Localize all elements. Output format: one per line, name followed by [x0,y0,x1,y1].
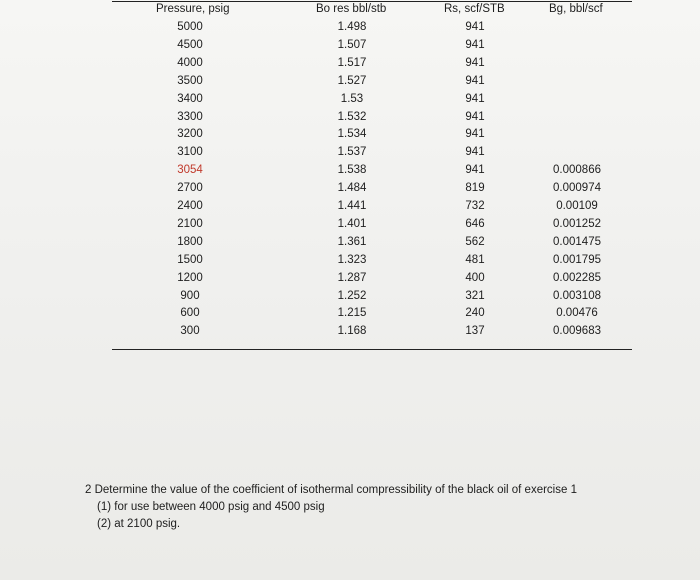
table-row [112,57,632,75]
header-bo-text: Bo res bbl/stb [316,3,387,15]
header-bg: Bg, bbl/scf [549,3,603,15]
table-row [112,325,632,343]
cell-pressure: 3100 [177,146,203,159]
table-row [112,182,632,200]
cell-pressure: 3054 [177,164,203,177]
cell-bg: 0.002285 [553,271,601,284]
cell-rs: 941 [465,110,485,123]
cell-bo: 1.215 [337,307,367,320]
cell-bg: 0.001475 [553,235,601,248]
cell-rs: 321 [465,289,485,302]
table-row [112,254,632,272]
header-rs: Rs, scf/STB [444,3,505,15]
cell-pressure: 2400 [177,200,203,212]
table-row [112,307,632,325]
cell-rs: 941 [465,128,485,141]
cell-pressure: 3200 [177,128,203,141]
cell-rs: 941 [465,74,485,87]
cell-pressure: 2100 [177,217,203,230]
table-row [112,93,632,111]
cell-pressure: 3300 [177,110,203,123]
cell-rs: 941 [465,164,485,177]
table-row [112,272,632,290]
cell-pressure: 600 [180,307,200,320]
cell-rs: 646 [465,217,485,230]
cell-rs: 941 [465,56,485,69]
cell-rs: 732 [465,200,485,212]
cell-bg: 0.001252 [553,217,601,230]
cell-pressure: 1500 [177,253,203,266]
cell-bo: 1.498 [337,21,367,33]
cell-rs: 562 [465,235,485,248]
cell-bo: 1.287 [337,271,367,284]
question-block [85,482,577,533]
cell-rs: 240 [465,307,485,320]
cell-bo: 1.538 [337,164,367,177]
table-row [112,290,632,308]
cell-bg: 0.009683 [553,325,601,338]
cell-bo: 1.532 [337,110,367,123]
cell-rs: 941 [465,38,485,51]
cell-bo: 1.168 [337,325,367,338]
question-text: 2 Determine the value of the coefficient of isothermal compressibility of the black oil of exercise 1 [85,484,577,496]
cell-bg: 0.00476 [556,307,598,320]
table-top-rule [112,1,632,2]
cell-pressure: 1200 [177,271,203,284]
table-row [112,75,632,93]
cell-bo: 1.507 [337,38,367,51]
cell-bo: 1.484 [337,182,367,195]
table-row [112,200,632,218]
cell-bo: 1.361 [337,235,367,248]
question-part-2: (2) at 2100 psig. [97,518,181,530]
cell-bg: 0.003108 [553,289,601,302]
table-bottom-rule [112,349,632,350]
cell-bo: 1.323 [337,253,367,266]
cell-pressure: 4500 [177,38,203,51]
cell-bo: 1.252 [337,289,367,302]
cell-bo: 1.517 [337,56,367,69]
table-row [112,21,632,39]
table-row [112,39,632,57]
cell-bg: 0.000866 [553,164,601,177]
cell-pressure: 3500 [177,74,203,87]
table-row [112,146,632,164]
cell-rs: 941 [465,92,485,105]
cell-pressure: 900 [180,289,200,302]
cell-pressure: 2700 [177,182,203,195]
cell-bo: 1.537 [337,146,367,159]
table-row [112,128,632,146]
header-pressure: Pressure, psig [156,3,230,15]
cell-rs: 481 [465,253,485,266]
cell-rs: 400 [465,271,485,284]
cell-bg: 0.00109 [556,200,598,212]
cell-bg: 0.000974 [553,182,601,195]
table-row [112,218,632,236]
cell-pressure: 4000 [177,56,203,69]
table-row [112,236,632,254]
cell-pressure: 1800 [177,235,203,248]
cell-rs: 137 [465,325,485,338]
cell-rs: 819 [465,182,485,195]
cell-bo: 1.53 [340,92,364,105]
cell-pressure: 5000 [177,21,203,33]
question-part-1: (1) for use between 4000 psig and 4500 psig [97,501,325,513]
table-row [112,111,632,129]
cell-bo: 1.401 [337,217,367,230]
header-bo [316,3,386,15]
cell-pressure: 300 [180,325,200,338]
cell-rs: 941 [465,146,485,159]
cell-bo: 1.534 [337,128,367,141]
cell-bg: 0.001795 [553,253,601,266]
cell-rs: 941 [465,21,485,33]
cell-bo: 1.527 [337,74,367,87]
cell-pressure: 3400 [177,92,203,105]
table-row [112,164,632,182]
cell-bo: 1.441 [337,200,367,212]
